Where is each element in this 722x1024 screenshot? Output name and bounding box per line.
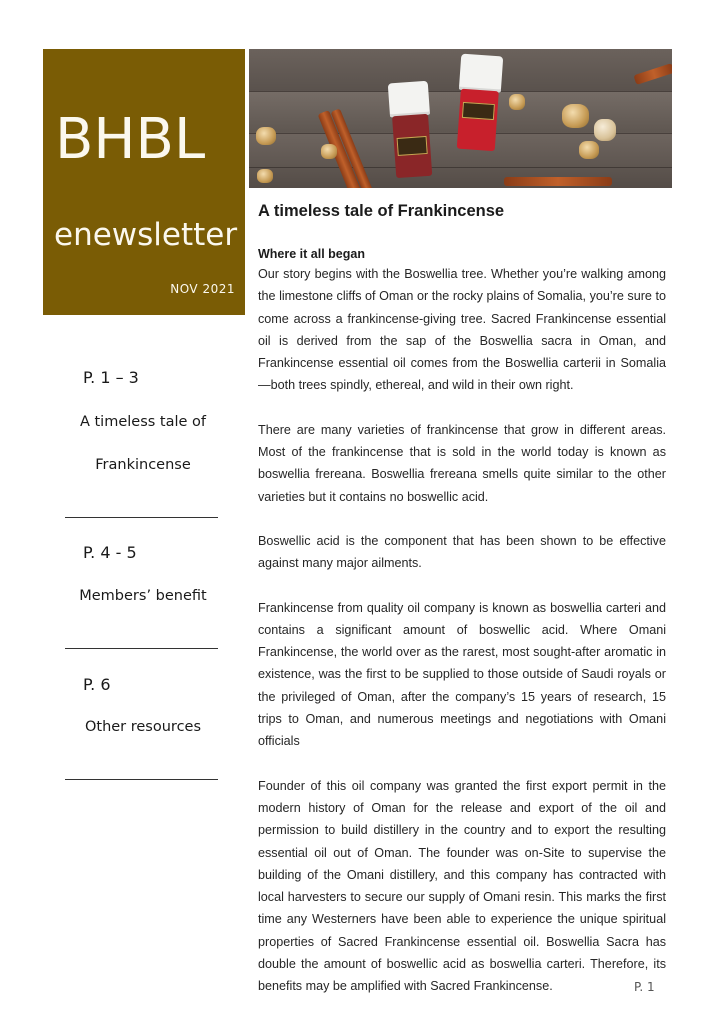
issue-date: NOV 2021 — [170, 282, 235, 296]
newsletter-title: BHBL — [55, 107, 206, 172]
article-paragraph: There are many varieties of frankincense that grow in different areas. Most of the frankincense that is sold in the world today is known as boswellia frereana. Boswellia frereana smells quite similar to the other varieties but it contains no boswellic acid. — [258, 422, 666, 504]
toc-item-label[interactable]: Members’ benefit — [79, 588, 207, 604]
masthead — [43, 49, 245, 315]
toc-pages: P. 4 - 5 — [83, 543, 137, 562]
hero-image — [249, 49, 672, 188]
resin-crystal — [594, 119, 616, 141]
article — [258, 196, 666, 1020]
resin-crystal — [257, 169, 273, 183]
article-subheading: Where it all began — [258, 247, 365, 261]
article-paragraph: Boswellic acid is the component that has been shown to be effective against many major ailments. — [258, 533, 666, 571]
frankincense-bottle — [455, 54, 504, 152]
toc-item-label[interactable]: A timeless tale of — [79, 414, 207, 430]
cinnamon-stick — [504, 177, 612, 186]
article-paragraph: Our story begins with the Boswellia tree. Whether you’re walking among the limestone cliffs of Oman or the rocky plains of Somalia, you’re sure to come across a frankincense-giving tree. Sacred Frankincense essential oil is derived from the sap of the Boswellia sacra in Oman, and Frankincense essential oil comes from the Boswellia carterii in Somalia—both trees spindly, ethereal, and wild in their own right. — [258, 267, 666, 393]
divider — [65, 779, 218, 780]
divider — [65, 648, 218, 649]
article-title: A timeless tale of Frankincense — [258, 202, 505, 220]
resin-crystal — [509, 94, 525, 110]
page-number: P. 1 — [634, 980, 655, 994]
divider — [65, 517, 218, 518]
article-paragraph: Frankincense from quality oil company is known as boswellia carteri and contains a significant amount of boswellic acid. Where Omani Frankincense, the world over as the rarest, most sought-after aromatic in existence, was the first to be supplied to those outside of Saudi royals or the privileged of Oman, after the company’s 15 years of research, 15 trips to Oman, and numerous meetings and negotiations with Omani officials — [258, 600, 666, 749]
sacred-frankincense-bottle — [388, 81, 435, 179]
cinnamon-stick — [633, 63, 672, 85]
resin-crystal — [579, 141, 599, 159]
toc-pages: P. 1 – 3 — [83, 368, 139, 387]
resin-crystal — [256, 127, 276, 145]
newsletter-subtitle: enewsletter — [54, 217, 238, 253]
toc-pages: P. 6 — [83, 675, 111, 694]
article-paragraph: Founder of this oil company was granted the first export permit in the modern history of Oman for the release and export of the oil and permission to build distillery in the country and to export the resulting essential oil out of Oman. The founder was on-Site to supervise the building of the Omani distillery, and this company has contracted with local harvesters to secure our supply of Omani resin. This marks the first time any Westerners have been able to experience the unique spiritual properties of Sacred Frankincense essential oil. Boswellia Sacra has double the amount of boswellic acid as boswellia carteri. Therefore, its benefits may be amplified with Sacred Frankincense. — [258, 778, 666, 994]
resin-crystal — [321, 144, 337, 159]
toc-item-label[interactable]: Frankincense — [95, 457, 191, 473]
resin-crystal — [562, 104, 589, 128]
toc-item-label[interactable]: Other resources — [84, 719, 202, 735]
